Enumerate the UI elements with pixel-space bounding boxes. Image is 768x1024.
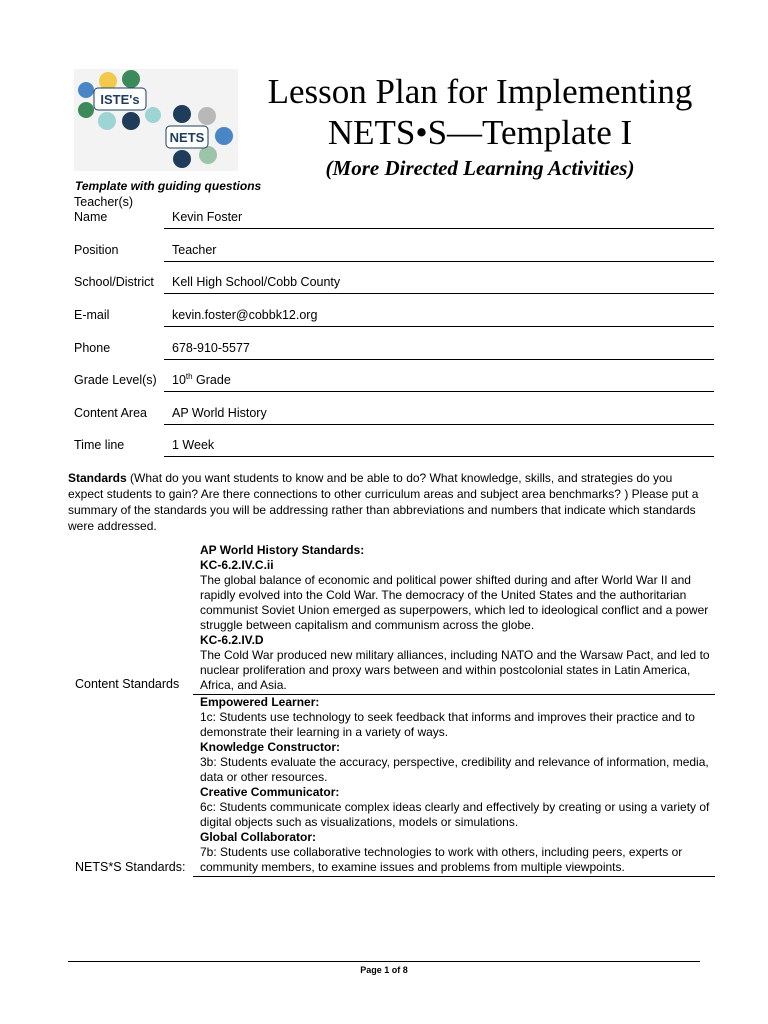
info-row-timeline <box>74 437 714 457</box>
standard-text: The global balance of economic and political power shifted during and after World War II and rapidly evolved into the Cold War. The democracy of the United States and the authoritarian communist Soviet Union emerged as superpowers, which led to ideological conflict and a power struggle between capitalism and communism across the globe. <box>200 573 709 632</box>
grade-suffix: th <box>185 371 193 381</box>
page-title-line2: NETS•S—Template I <box>327 113 633 152</box>
nets-standard-code: Global Collaborator: <box>200 830 317 844</box>
nets-standard-text: 7b: Students use collaborative technologies to work with others, including peers, experts or community members, to examine issues and problems from multiple viewpoints. <box>200 845 683 874</box>
info-value-email: kevin.foster@cobbk12.org <box>164 308 714 327</box>
info-label-name: Name <box>74 210 108 224</box>
info-label-position: Position <box>74 243 119 257</box>
page-subtitle: (More Directed Learning Activities) <box>325 156 635 180</box>
info-label-grade: Grade Level(s) <box>74 373 157 387</box>
info-label-teachers: Teacher(s) <box>74 195 134 209</box>
nets-standard-code: Knowledge Constructor: <box>200 740 340 754</box>
nets-standards-block <box>193 695 715 877</box>
standards-heading: Standards <box>68 471 127 485</box>
guiding-note: Template with guiding questions <box>75 179 262 193</box>
nets-standard-code: Creative Communicator: <box>200 785 340 799</box>
footer-divider <box>68 961 700 962</box>
grade-number: 10 <box>172 373 186 387</box>
info-row-grade <box>74 372 714 392</box>
standard-code: KC-6.2.IV.D <box>200 633 264 647</box>
info-value-content-area: AP World History <box>164 406 714 425</box>
info-row-position <box>74 242 714 262</box>
nets-standard-code: Empowered Learner: <box>200 695 320 709</box>
info-value-timeline: 1 Week <box>164 438 714 457</box>
info-value-school: Kell High School/Cobb County <box>164 275 714 294</box>
info-row-school <box>74 274 714 294</box>
info-label-email: E-mail <box>74 308 110 322</box>
nets-standard-text: 3b: Students evaluate the accuracy, perspective, credibility and relevance of information, media, data or other resources. <box>200 755 709 784</box>
standards-intro <box>68 470 708 534</box>
info-value-grade <box>164 369 714 392</box>
standards-intro-text: (What do you want students to know and be able to do? What knowledge, skills, and strategies do you expect students to gain? Are there connections to other curriculum areas and subject area benchmarks? ) Please put a summary of the standards you will be addressing rather than abbreviations and numbers that indicate which standards were addressed. <box>68 471 699 533</box>
page-title: Lesson Plan for Implementing <box>267 72 693 111</box>
info-label-school: School/District <box>74 275 154 289</box>
content-standards-block <box>193 543 715 695</box>
nets-standard-text: 6c: Students communicate complex ideas clearly and effectively by creating or using a variety of digital objects such as visualizations, models or simulations. <box>200 800 710 829</box>
standard-text: The Cold War produced new military alliances, including NATO and the Warsaw Pact, and led to nuclear proliferation and proxy wars between and within postcolonial states in Latin America, Africa, and Asia. <box>200 648 710 692</box>
content-standards-heading: AP World History Standards: <box>200 543 365 557</box>
iste-nets-logo <box>74 69 238 171</box>
page-number: Page 1 of 8 <box>360 965 408 975</box>
logo-text-nets: NETS <box>169 130 205 145</box>
content-standards-label: Content Standards <box>75 677 180 691</box>
info-value-name: Kevin Foster <box>164 210 714 229</box>
info-row-content-area <box>74 405 714 425</box>
info-label-content-area: Content Area <box>74 406 147 420</box>
info-value-position: Teacher <box>164 243 714 262</box>
info-label-timeline: Time line <box>74 438 125 452</box>
info-row-name <box>74 195 714 229</box>
title-block <box>240 72 720 181</box>
standard-code: KC-6.2.IV.C.ii <box>200 558 274 572</box>
nets-standards-label: NETS*S Standards: <box>75 860 186 874</box>
nets-standard-text: 1c: Students use technology to seek feedback that informs and improves their practice and to demonstrate their learning in a variety of ways. <box>200 710 695 739</box>
grade-word: Grade <box>192 373 231 387</box>
info-row-phone <box>74 340 714 360</box>
info-label-phone: Phone <box>74 341 111 355</box>
info-value-phone: 678-910-5577 <box>164 341 714 360</box>
info-row-email <box>74 307 714 327</box>
logo-text-iste: ISTE's <box>100 92 140 107</box>
